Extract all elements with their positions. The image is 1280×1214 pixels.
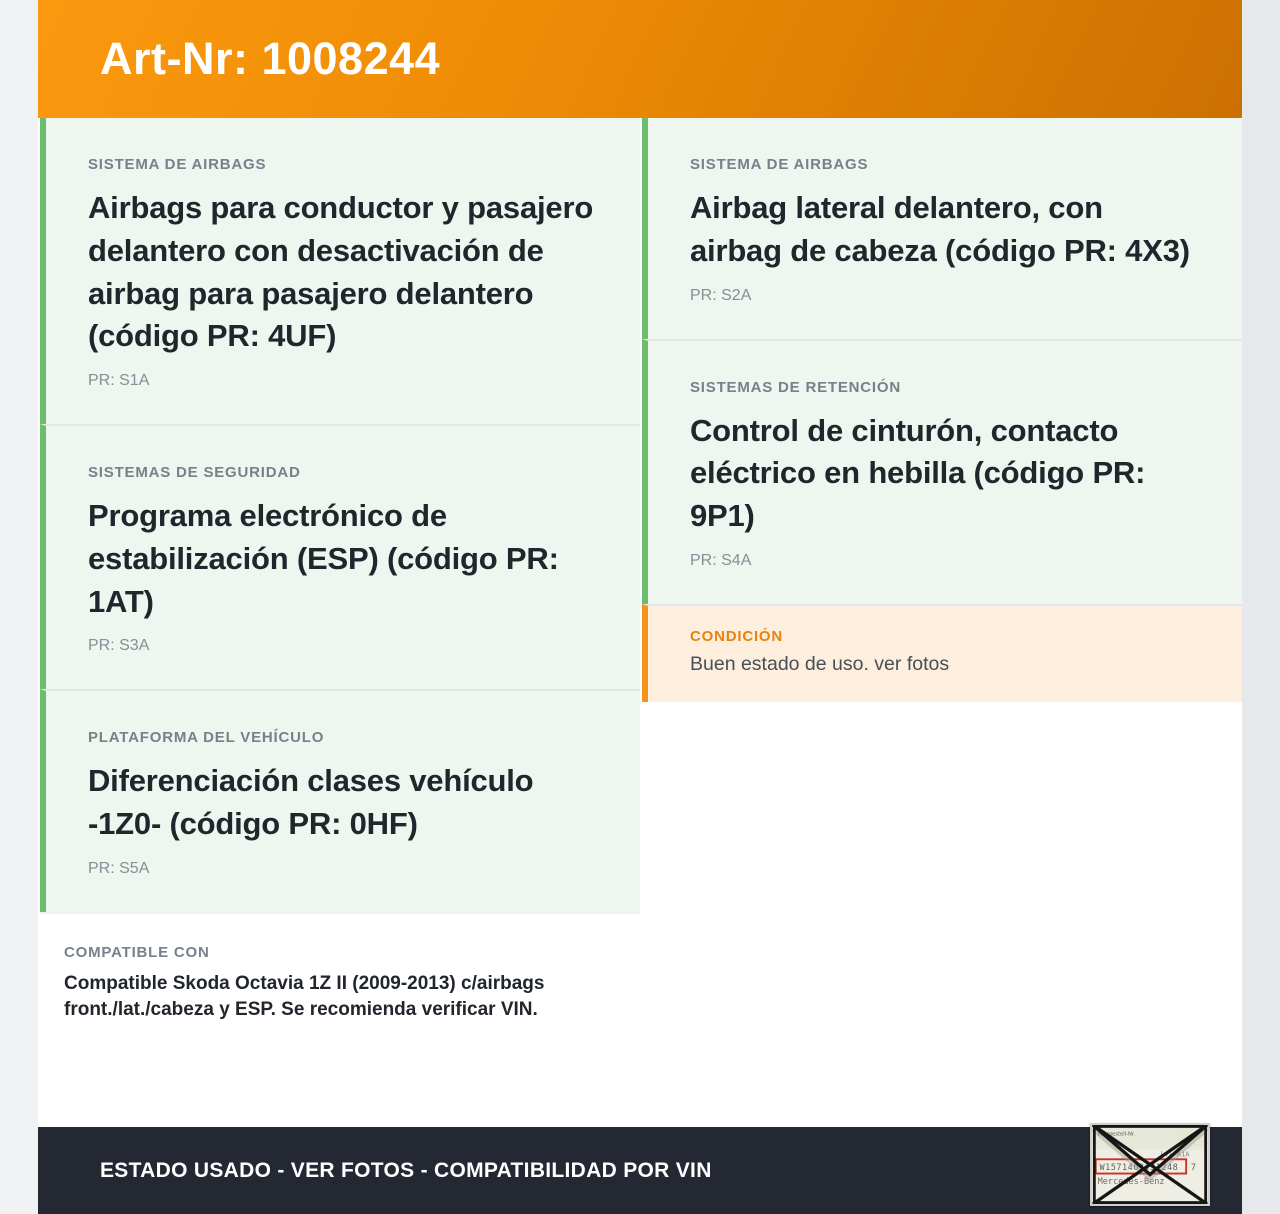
vin-document-image	[1090, 1123, 1210, 1206]
card-label: CONDICIÓN	[690, 627, 784, 645]
card-compatible-with	[40, 912, 640, 1052]
right-column	[642, 118, 1242, 1127]
card-vehicle-platform	[40, 689, 640, 912]
svg-text:W1571463J31248: W1571463J31248	[1099, 1163, 1179, 1174]
article-number-title: Art-Nr: 1008244	[100, 33, 441, 84]
card-label: COMPATIBLE CON	[64, 943, 210, 961]
card-label: SISTEMAS DE RETENCIÓN	[690, 378, 901, 396]
card-title: Control de cinturón, contacto eléctrico en hebilla (código PR: 9P1)	[690, 412, 1146, 534]
card-restraint-system	[642, 339, 1242, 604]
card-label: SISTEMA DE AIRBAGS	[88, 156, 267, 173]
vin-document-graphic	[1092, 1125, 1208, 1204]
card-pr-code: PR: S3A	[88, 637, 150, 655]
card-label: PLATAFORMA DEL VEHÍCULO	[88, 729, 325, 747]
card-label: SISTEMAS DE SEGURIDAD	[88, 464, 301, 482]
card-safety-system-esp	[40, 424, 640, 689]
card-pr-code: PR: S5A	[88, 859, 150, 877]
compatibility-text: Compatible Skoda Octavia 1Z II (2009-2013) c/airbags front./lat./cabeza y ESP. Se recomienda verificar VIN.	[64, 972, 545, 1021]
card-title: Diferenciación clases vehículo -1Z0- (código PR: 0HF)	[88, 763, 534, 842]
svg-text:|4| A1A: |4| A1A	[1159, 1149, 1190, 1159]
card-condition	[642, 604, 1242, 702]
card-pr-code: PR: S1A	[88, 372, 150, 390]
svg-text:Mercedes-Benz: Mercedes-Benz	[1097, 1177, 1165, 1188]
card-pr-code: PR: S4A	[690, 551, 752, 569]
footer-banner	[38, 1127, 1242, 1214]
card-title: Airbag lateral delantero, con airbag de cabeza (código PR: 4X3)	[690, 190, 1190, 268]
header	[38, 0, 1242, 118]
card-airbag-system-front	[40, 118, 640, 424]
left-column	[40, 118, 640, 1127]
content-area	[38, 118, 1242, 1127]
card-label: SISTEMA DE AIRBAGS	[690, 156, 869, 173]
svg-text:Fahrgestell-Nr.: Fahrgestell-Nr.	[1097, 1131, 1136, 1138]
product-sheet	[38, 0, 1242, 1214]
footer-notice-text: ESTADO USADO - VER FOTOS - COMPATIBILIDAD POR VIN	[100, 1158, 712, 1182]
card-pr-code: PR: S2A	[690, 286, 752, 304]
svg-text:7: 7	[1190, 1163, 1197, 1174]
card-title: Airbags para conductor y pasajero delantero con desactivación de airbag para pasajero delantero (código PR: 4UF)	[88, 190, 594, 354]
card-title: Programa electrónico de estabilización (ESP) (código PR: 1AT)	[88, 498, 559, 619]
card-airbag-system-side	[642, 118, 1242, 339]
condition-text: Buen estado de uso. ver fotos	[690, 652, 950, 675]
